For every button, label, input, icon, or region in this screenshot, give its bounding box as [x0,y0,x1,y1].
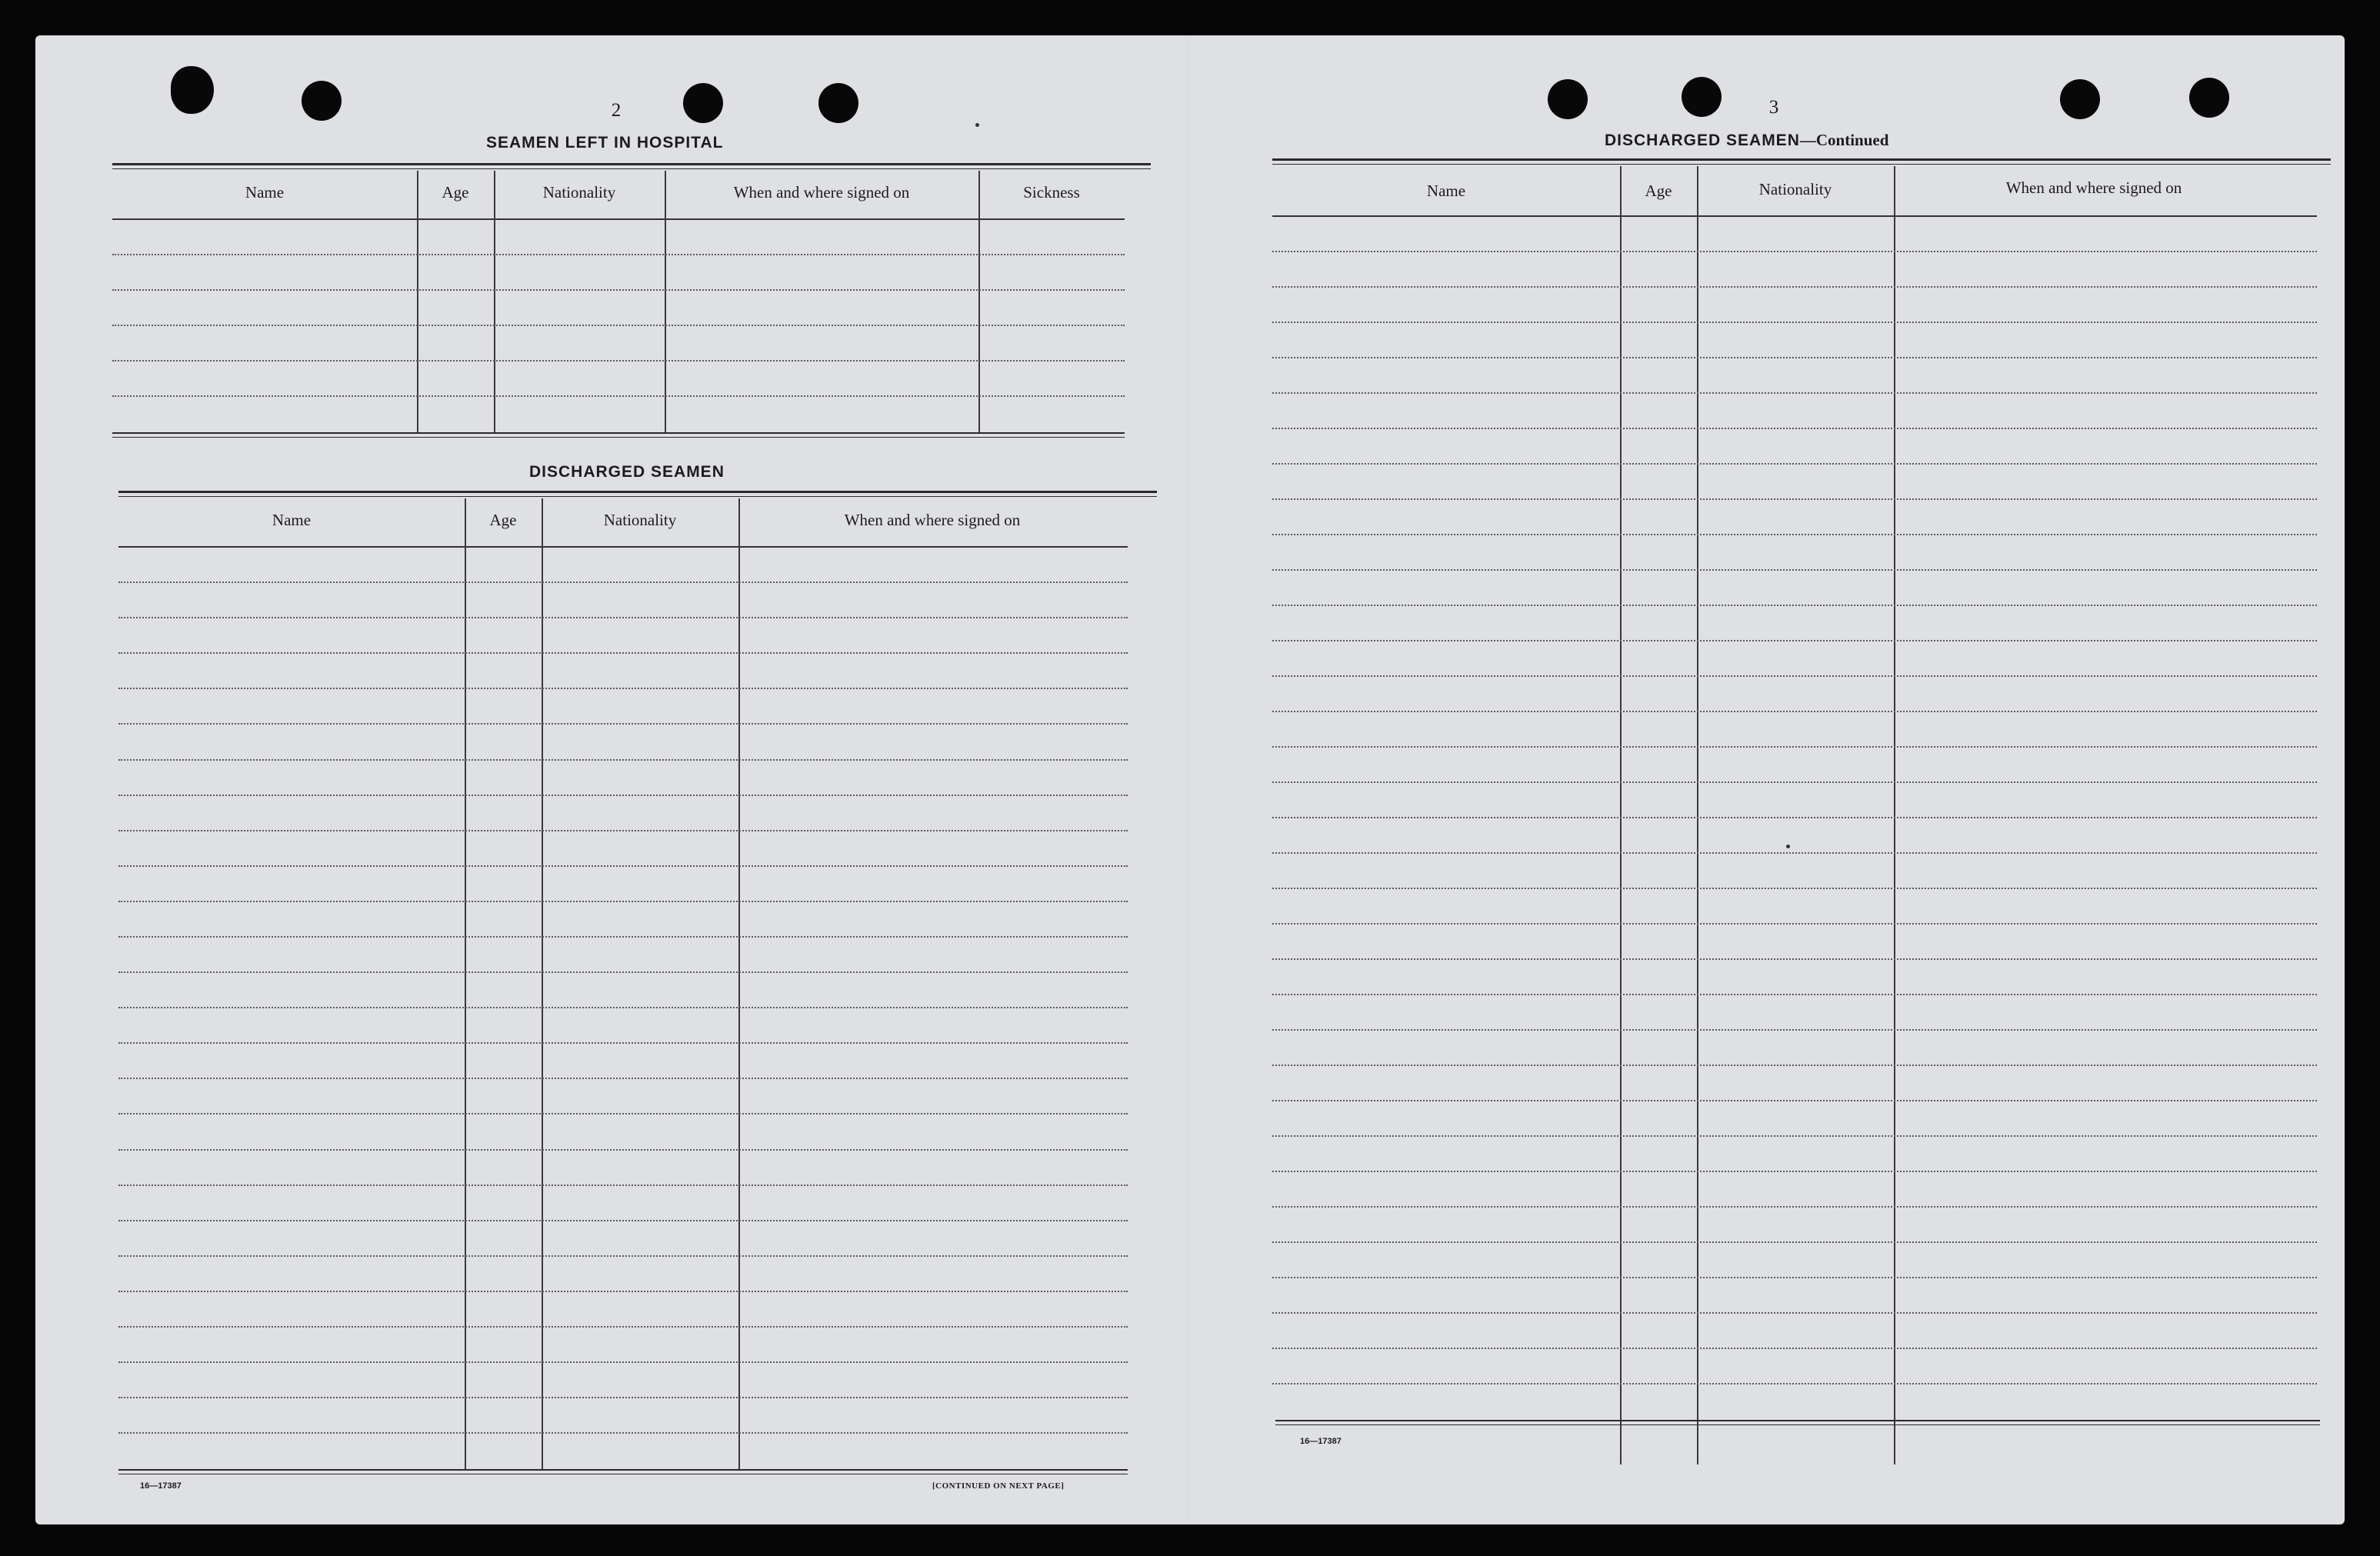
entry-row-line [1272,392,2317,394]
entry-row-line [1272,1029,2317,1031]
entry-row-line [118,971,1128,973]
column-divider [494,171,495,432]
punch-hole [2060,79,2100,119]
column-header-signed-on: When and where signed on [844,511,1021,529]
entry-row-line [1272,1277,2317,1278]
entry-row-line [1272,286,2317,288]
entry-row-line [118,1078,1128,1079]
entry-row-line [1272,498,2317,500]
entry-row-line [118,1149,1128,1151]
title-rule [1272,158,2331,161]
entry-row-line [112,254,1125,255]
entry-row-line [1272,675,2317,677]
entry-row-line [118,1042,1128,1044]
table-bottom-rule [1275,1424,2320,1425]
entry-row-line [118,688,1128,689]
center-fold [1187,35,1190,1524]
column-header-age: Age [489,511,517,529]
column-header-name: Name [272,511,312,529]
entry-row-line [1272,781,2317,783]
entry-row-line [1272,463,2317,465]
column-header-name: Name [245,183,285,202]
entry-row-line [118,1291,1128,1292]
entry-row-line [118,1326,1128,1328]
entry-row-line [1272,322,2317,323]
entry-row-line [118,1113,1128,1115]
entry-row-line [118,1220,1128,1221]
entry-row-line [118,865,1128,867]
punch-hole [683,83,723,123]
entry-row-line [118,723,1128,725]
entry-row-line [112,395,1125,397]
section-title: SEAMEN LEFT IN HOSPITAL [486,134,724,152]
entry-row-line [1272,923,2317,925]
entry-row-line [1272,888,2317,889]
entry-row-line [1272,1241,2317,1243]
continued-note: [CONTINUED ON NEXT PAGE] [932,1481,1065,1491]
entry-row-line [118,1397,1128,1398]
column-divider [665,171,666,432]
entry-row-line [118,1255,1128,1257]
column-header-nationality: Nationality [1758,180,1832,198]
entry-row-line [1272,994,2317,995]
column-divider [417,171,418,432]
entry-row-line [1272,746,2317,748]
entry-row-line [118,901,1128,902]
table-bottom-rule [112,432,1125,434]
entry-row-line [118,617,1128,618]
entry-row-line [1272,534,2317,535]
header-underline [1272,215,2317,217]
form-sheet [35,35,2345,1524]
page-number: 3 [1768,97,1779,118]
column-header-nationality: Nationality [603,511,677,529]
column-header-age: Age [442,183,469,202]
entry-row-line [1272,1383,2317,1384]
entry-row-line [118,1184,1128,1186]
column-header-name: Name [1426,182,1466,200]
entry-row-line [118,936,1128,938]
entry-row-line [118,795,1128,796]
column-header-sickness: Sickness [1023,183,1080,202]
punch-hole [2189,78,2229,118]
header-underline [112,218,1125,220]
column-header-signed-on: When and where signed on [2005,178,2182,197]
entry-row-line [1272,1065,2317,1066]
form-code: 16—17387 [140,1481,182,1491]
entry-row-line [1272,1100,2317,1101]
entry-row-line [112,325,1125,326]
section-title-text: DISCHARGED SEAMEN [1605,132,1800,149]
table-bottom-rule [118,1469,1128,1471]
entry-row-line [1272,640,2317,641]
punch-hole [818,83,858,123]
table-bottom-rule [1275,1420,2320,1421]
section-title [1605,131,1888,150]
form-code: 16—17387 [1300,1437,1342,1446]
title-rule [118,496,1157,497]
page-number: 2 [611,100,622,121]
entry-row-line [1272,1206,2317,1208]
column-divider [1697,166,1698,1464]
column-header-nationality: Nationality [542,183,616,202]
entry-row-line [1272,1348,2317,1349]
entry-row-line [1272,569,2317,571]
entry-row-line [1272,357,2317,358]
column-divider [1894,166,1895,1464]
ink-speck [1786,845,1790,848]
column-divider [465,498,466,1471]
entry-row-line [118,581,1128,583]
table-bottom-rule [112,437,1125,438]
entry-row-line [1272,605,2317,606]
entry-row-line [1272,852,2317,854]
section-title-suffix: —Continued [1799,131,1889,149]
punch-hole [1682,77,1722,117]
punch-hole [302,81,342,121]
entry-row-line [118,759,1128,761]
entry-row-line [1272,251,2317,252]
entry-row-line [118,652,1128,654]
entry-row-line [112,360,1125,362]
section-title: DISCHARGED SEAMEN [529,463,725,481]
title-rule [118,491,1157,493]
title-rule [112,168,1151,169]
punch-hole [171,66,214,114]
entry-row-line [118,1007,1128,1008]
entry-row-line [1272,958,2317,960]
column-divider [978,171,980,432]
title-rule [112,163,1151,165]
entry-row-line [1272,1135,2317,1137]
column-header-age: Age [1645,182,1672,200]
entry-row-line [118,830,1128,831]
entry-row-line [112,289,1125,291]
header-underline [118,546,1128,548]
entry-row-line [118,1432,1128,1434]
ink-speck [975,123,979,127]
title-rule [1272,164,2331,165]
punch-hole [1548,79,1588,119]
column-divider [1620,166,1622,1464]
entry-row-line [1272,428,2317,429]
entry-row-line [1272,817,2317,818]
entry-row-line [118,1361,1128,1363]
entry-row-line [1272,711,2317,712]
entry-row-line [1272,1312,2317,1314]
entry-row-line [1272,1171,2317,1172]
column-header-signed-on: When and where signed on [733,183,910,202]
column-divider [542,498,543,1471]
column-divider [738,498,740,1471]
